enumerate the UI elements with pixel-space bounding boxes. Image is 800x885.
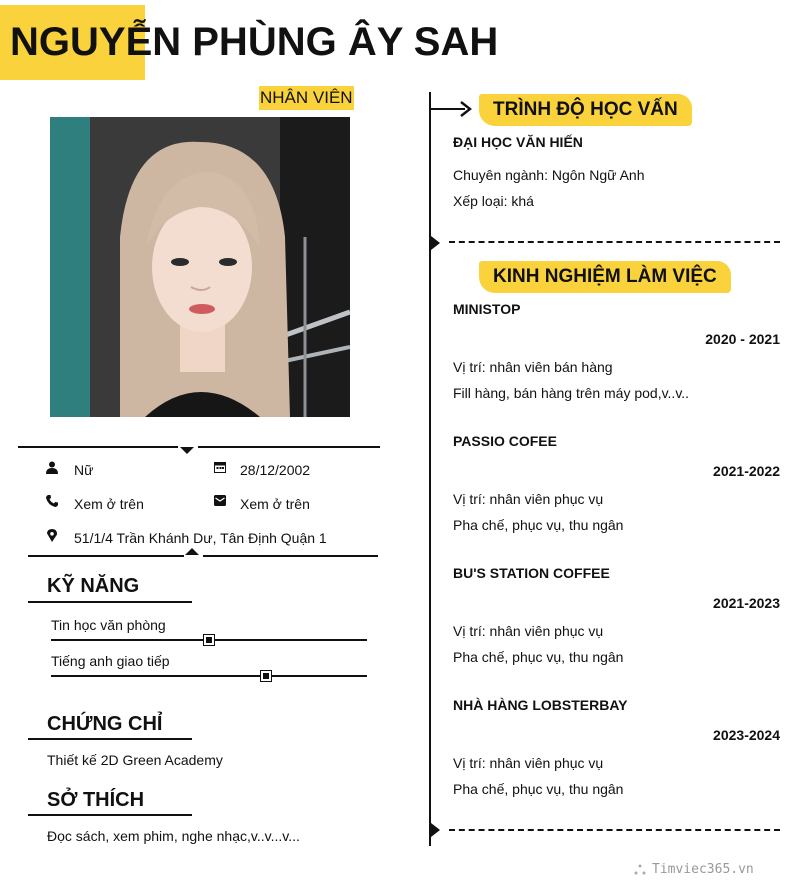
brand-watermark[interactable]: Timviec365.vn [652,862,754,877]
work-role: Vị trí: nhân viên phục vụ [453,755,604,771]
education-title: TRÌNH ĐỘ HỌC VẤN [479,94,692,126]
email-value: Xem ở trên [240,496,310,512]
experience-title: KINH NGHIỆM LÀM VIỆC [479,261,731,293]
phone-value: Xem ở trên [74,496,144,512]
work-years: 2020 - 2021 [705,331,780,347]
work-description: Fill hàng, bán hàng trên máy pod,v..v.. [453,385,690,401]
timeline-marker [431,823,440,837]
skills-title-rule [28,601,192,603]
candidate-name: NGUYỄN PHÙNG ÂY SAH [10,20,499,64]
timeline-marker [431,236,440,250]
work-role: Vị trí: nhân viên phục vụ [453,491,604,507]
info-bottom-rule-right [203,555,378,557]
brand-logo-icon [634,863,646,881]
portrait-image [50,117,350,417]
person-icon [45,461,59,477]
section-divider [449,829,780,831]
work-years: 2021-2023 [713,595,780,611]
work-description: Pha chế, phục vụ, thu ngân [453,649,624,665]
birthday-value: 28/12/2002 [240,462,311,478]
certificate-item: Thiết kế 2D Green Academy [47,752,223,768]
hobbies-text: Đọc sách, xem phim, nghe nhạc,v..v...v... [47,828,300,844]
work-role: Vị trí: nhân viên bán hàng [453,359,613,375]
work-description: Pha chế, phục vụ, thu ngân [453,517,624,533]
company-name: BU'S STATION COFFEE [453,565,610,581]
skill-bar [51,675,367,677]
profile-photo [50,117,350,417]
arrow-right-icon [460,101,472,122]
company-name: MINISTOP [453,301,521,317]
work-years: 2021-2022 [713,463,780,479]
work-years: 2023-2024 [713,727,780,743]
skill-label: Tiếng anh giao tiếp [51,653,170,669]
work-description: Pha chế, phục vụ, thu ngân [453,781,624,797]
phone-icon [45,495,59,510]
education-rank: Xếp loại: khá [453,193,534,209]
skill-level-knob [261,671,271,681]
info-top-arrow [180,447,194,454]
education-major: Chuyên ngành: Ngôn Ngữ Anh [453,167,645,183]
calendar-icon [213,461,227,476]
envelope-icon [213,495,227,509]
hobbies-title: SỞ THÍCH [47,789,145,811]
skill-level-knob [204,635,214,645]
school-name: ĐẠI HỌC VĂN HIẾN [453,134,583,150]
skills-title: KỸ NĂNG [47,575,140,597]
info-bottom-rule-left [28,555,184,557]
company-name: PASSIO COFEE [453,433,557,449]
section-divider [449,241,780,243]
address-value: 51/1/4 Trần Khánh Dư, Tân Định Quận 1 [74,530,327,546]
certificates-title: CHỨNG CHỈ [47,713,163,735]
location-pin-icon [45,529,59,545]
work-role: Vị trí: nhân viên phục vụ [453,623,604,639]
company-name: NHÀ HÀNG LOBSTERBAY [453,697,628,713]
job-position: NHÂN VIÊN [259,86,354,110]
skill-label: Tin học văn phòng [51,617,166,633]
info-top-rule-right [198,446,380,448]
timeline-line [429,92,431,846]
certificates-title-rule [28,738,192,740]
gender-value: Nữ [74,462,94,478]
info-bottom-arrow [185,548,199,555]
hobbies-title-rule [28,814,192,816]
info-top-rule-left [18,446,178,448]
